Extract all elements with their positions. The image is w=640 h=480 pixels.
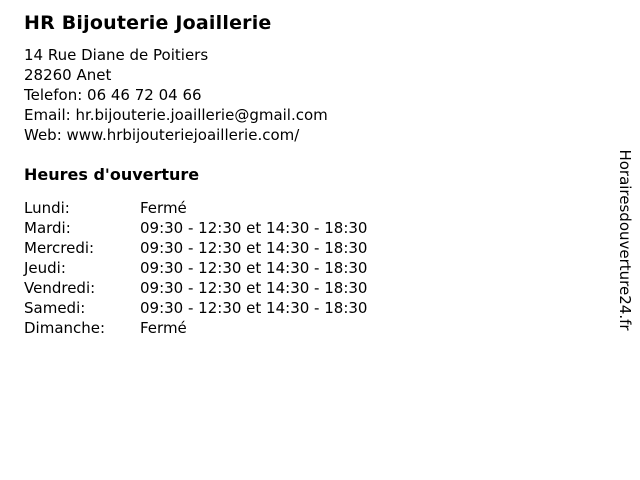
contact-block — [24, 45, 584, 145]
day-label: Jeudi: — [24, 259, 66, 277]
day-label: Samedi: — [24, 299, 86, 317]
opening-hours-heading: Heures d'ouverture — [24, 165, 200, 184]
day-label: Lundi: — [24, 199, 70, 217]
email-line: Email: hr.bijouterie.joaillerie@gmail.com — [24, 106, 328, 124]
day-hours: 09:30 - 12:30 et 14:30 - 18:30 — [140, 299, 368, 317]
day-label: Mercredi: — [24, 239, 95, 257]
phone-line: Telefon: 06 46 72 04 66 — [24, 86, 202, 104]
day-hours: 09:30 - 12:30 et 14:30 - 18:30 — [140, 259, 368, 277]
day-hours: 09:30 - 12:30 et 14:30 - 18:30 — [140, 219, 368, 237]
hours-row-friday — [24, 278, 584, 298]
hours-row-monday — [24, 198, 584, 218]
hours-row-thursday — [24, 258, 584, 278]
address-line-1: 14 Rue Diane de Poitiers — [24, 46, 209, 64]
hours-row-saturday — [24, 298, 584, 318]
day-hours: Fermé — [140, 319, 187, 337]
website-line: Web: www.hrbijouteriejoaillerie.com/ — [24, 126, 300, 144]
hours-row-sunday — [24, 318, 584, 338]
watermark-vertical-text: Horairesdouverture24.fr — [616, 149, 634, 331]
day-hours: 09:30 - 12:30 et 14:30 - 18:30 — [140, 239, 368, 257]
hours-row-tuesday — [24, 218, 584, 238]
business-info-card — [24, 12, 584, 338]
day-hours: 09:30 - 12:30 et 14:30 - 18:30 — [140, 279, 368, 297]
day-label: Dimanche: — [24, 319, 106, 337]
address-line-2: 28260 Anet — [24, 66, 112, 84]
day-label: Mardi: — [24, 219, 71, 237]
opening-hours-table — [24, 198, 584, 338]
hours-row-wednesday — [24, 238, 584, 258]
day-hours: Fermé — [140, 199, 187, 217]
day-label: Vendredi: — [24, 279, 96, 297]
page-title: HR Bijouterie Joaillerie — [24, 12, 272, 34]
